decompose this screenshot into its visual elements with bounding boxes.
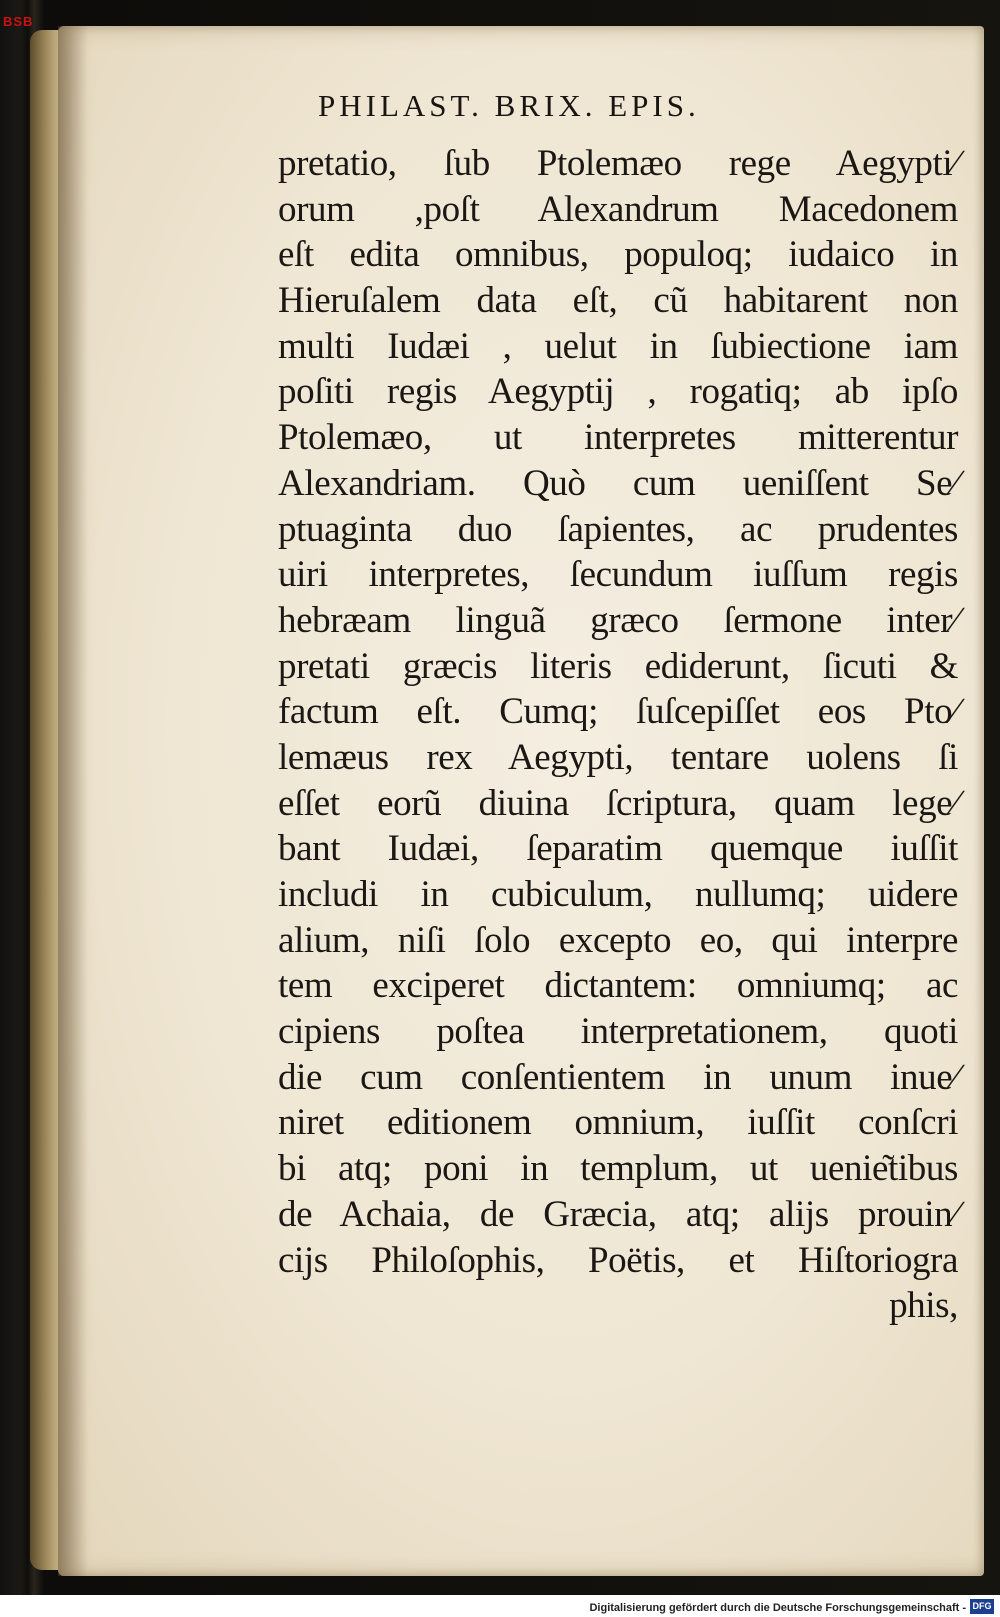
text-line: Alexandriam. Quò cum ueniſſent Se∕ <box>278 462 958 504</box>
text-line: bant Iudæi, ſeparatim quemque iuſſit <box>278 828 958 870</box>
gutter-shadow <box>58 26 88 1576</box>
text-line: niret editionem omnium, iuſſit conſcri <box>278 1102 958 1144</box>
text-line: die cum conſentientem in unum inue∕ <box>278 1056 958 1098</box>
text-line: cijs Philoſophis, Poëtis, et Hiſtoriogra <box>278 1239 958 1281</box>
text-line: multi Iudæi , uelut in ſubiectione iam <box>278 325 958 367</box>
text-line: Hieruſalem data eſt, cũ habitarent non <box>278 280 958 322</box>
text-line: pretatio, ſub Ptolemæo rege Aegypti∕ <box>278 143 958 184</box>
text-line: orum ,poſt Alexandrum Macedonem <box>278 188 958 230</box>
text-line: lemæus rex Aegypti, tentare uolens ſi <box>278 736 958 778</box>
text-line: bi atq; poni in templum, ut uenie͂tibus <box>278 1148 958 1190</box>
text-block <box>278 141 958 1329</box>
library-mark: BSB <box>3 14 34 29</box>
text-line: eſſet eorũ diuina ſcriptura, quam lege∕ <box>278 782 958 824</box>
text-line: alium, niſi ſolo excepto eo, qui interpre <box>278 919 958 961</box>
text-line: eſt edita omnibus, populoq; iudaico in <box>278 234 958 276</box>
text-line: factum eſt. Cumq; ſuſcepiſſet eos Pto∕ <box>278 691 958 733</box>
catchword: phis, <box>889 1285 958 1327</box>
footer-credit: Digitalisierung gefördert durch die Deutsche Forschungsgemeinschaft - <box>589 1602 966 1614</box>
text-line: cipiens poſtea interpretationem, quoti <box>278 1011 958 1053</box>
text-line: tem exciperet dictantem: omniumq; ac <box>278 965 958 1007</box>
text-line: Ptolemæo, ut interpretes mitterentur <box>278 417 958 459</box>
text-line: includi in cubiculum, nullumq; uidere <box>278 874 958 915</box>
text-line: uiri interpretes, ſecundum iuſſum regis <box>278 554 958 596</box>
footer-bar <box>0 1595 1000 1617</box>
text-line: poſiti regis Aegyptij , rogatiq; ab ipſo <box>278 371 958 413</box>
text-line: pretati græcis literis ediderunt, ſicuti & <box>278 645 958 687</box>
dfg-logo: DFG <box>970 1599 994 1614</box>
text-line: ptuaginta duo ſapientes, ac prudentes <box>278 508 958 550</box>
running-head: PHILAST. BRIX. EPIS. <box>318 88 700 123</box>
text-line: hebræam linguã græco ſermone inter∕ <box>278 599 958 641</box>
text-line: de Achaia, de Græcia, atq; alijs prouin∕ <box>278 1193 958 1235</box>
